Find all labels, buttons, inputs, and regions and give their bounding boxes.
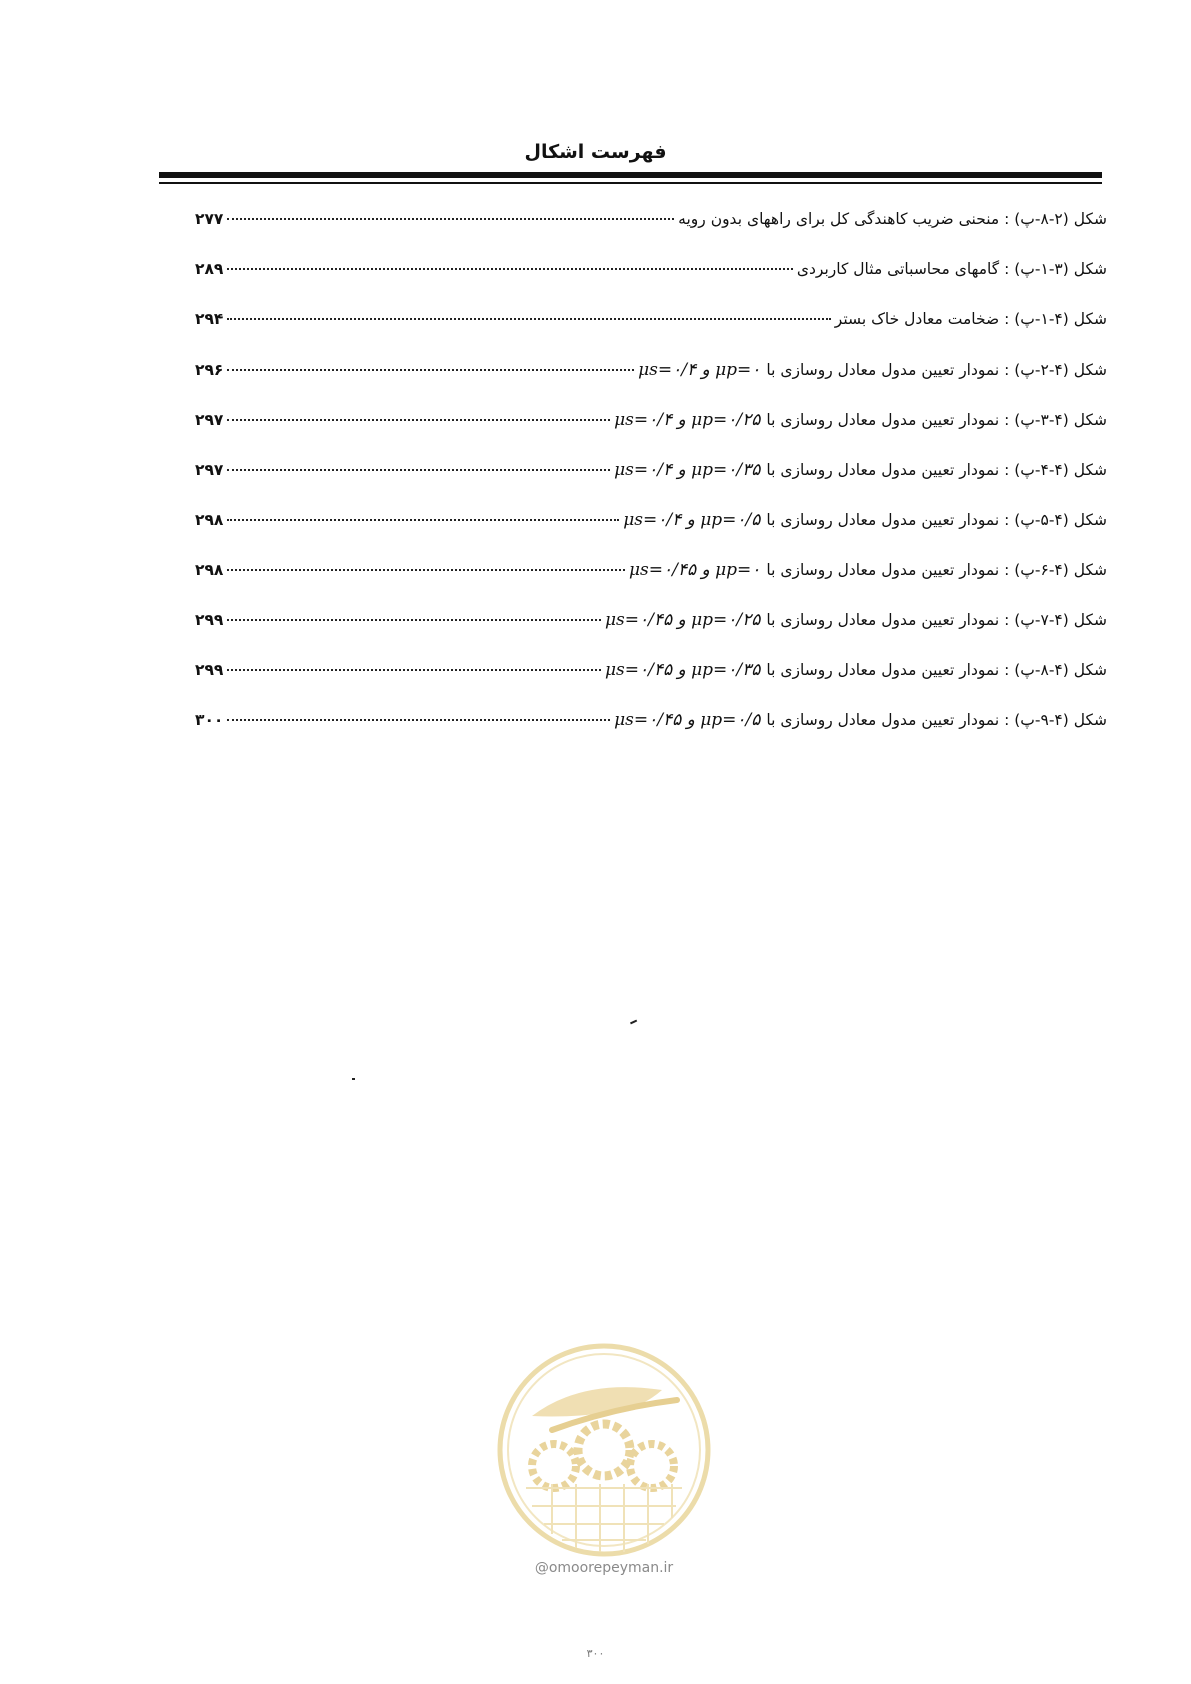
dot-leader: [227, 268, 792, 270]
toc-entry: [195, 310, 1107, 360]
figure-list: [195, 210, 1107, 760]
dot-leader: [227, 369, 634, 371]
entry-symbols: μs=۰/۴ و μp=۰/۵: [623, 510, 761, 530]
entry-title: شکل (۴-۳-پ) : نمودار تعیین مدول معادل روسازی با: [766, 411, 1107, 429]
entry-title: شکل (۴-۶-پ) : نمودار تعیین مدول معادل روسازی با: [766, 561, 1107, 579]
page-title: فهرست اشکال: [524, 141, 667, 163]
entry-symbols: μs=۰/۴۵ و μp=۰/۳۵: [604, 660, 761, 680]
entry-symbols: μs=۰/۴۵ و μp=۰/۲۵: [604, 610, 761, 630]
page-number: ۲۹۹: [195, 611, 224, 629]
scan-speck: [630, 1020, 637, 1024]
dot-leader: [227, 669, 601, 671]
toc-entry: [195, 510, 1107, 560]
toc-entry: [195, 410, 1107, 460]
page-number: ۲۷۷: [195, 210, 224, 228]
entry-title: شکل (۴-۹-پ) : نمودار تعیین مدول معادل روسازی با: [766, 711, 1107, 729]
toc-entry: [195, 610, 1107, 660]
header-rule-thick: [159, 172, 1102, 178]
watermark-url: @omoorepeyman.ir: [534, 1560, 674, 1576]
toc-entry: [195, 460, 1107, 510]
entry-title: شکل (۴-۵-پ) : نمودار تعیین مدول معادل روسازی با: [766, 511, 1107, 529]
entry-title: شکل (۴-۲-پ) : نمودار تعیین مدول معادل روسازی با: [766, 361, 1107, 379]
entry-title: شکل (۲-۸-پ) : منحنی ضریب کاهندگی کل برای راههای بدون رویه: [678, 210, 1107, 228]
toc-entry: [195, 210, 1107, 260]
entry-title: شکل (۴-۷-پ) : نمودار تعیین مدول معادل روسازی با: [766, 611, 1107, 629]
toc-entry: [195, 560, 1107, 610]
page-number: ۲۹۶: [195, 361, 224, 379]
dot-leader: [227, 469, 610, 471]
dot-leader: [227, 318, 830, 320]
entry-symbols: μs=۰/۴۵ و μp=۰: [628, 560, 761, 580]
scan-speck: [352, 1078, 355, 1080]
dot-leader: [227, 719, 610, 721]
dot-leader: [227, 619, 601, 621]
footer-mark: ۳۰۰: [586, 1647, 605, 1660]
page-number: ۳۰۰: [195, 711, 224, 729]
dot-leader: [227, 569, 625, 571]
entry-symbols: μs=۰/۴ و μp=۰/۳۵: [614, 460, 761, 480]
watermark-stamp-icon: [492, 1338, 716, 1562]
entry-title: شکل (۳-۱-پ) : گامهای محاسباتی مثال کاربردی: [796, 260, 1107, 278]
entry-title: شکل (۴-۸-پ) : نمودار تعیین مدول معادل روسازی با: [766, 661, 1107, 679]
dot-leader: [227, 419, 610, 421]
page-number: ۲۹۷: [195, 461, 224, 479]
entry-symbols: μs=۰/۴۵ و μp=۰/۵: [614, 710, 761, 730]
dot-leader: [227, 218, 674, 220]
header-rule-thin: [159, 182, 1102, 184]
page-number: ۲۸۹: [195, 260, 224, 278]
toc-entry: [195, 260, 1107, 310]
page-number: ۲۹۴: [195, 310, 224, 328]
page-number: ۲۹۸: [195, 561, 224, 579]
page-number: ۲۹۷: [195, 411, 224, 429]
toc-entry: [195, 660, 1107, 710]
entry-symbols: μs=۰/۴ و μp=۰/۲۵: [614, 410, 761, 430]
dot-leader: [227, 519, 619, 521]
entry-symbols: μs=۰/۴ و μp=۰: [638, 360, 761, 380]
page-number: ۲۹۸: [195, 511, 224, 529]
entry-title: شکل (۴-۱-پ) : ضخامت معادل خاک بستر: [834, 310, 1107, 328]
toc-entry: [195, 710, 1107, 760]
page-number: ۲۹۹: [195, 661, 224, 679]
toc-entry: [195, 360, 1107, 410]
entry-title: شکل (۴-۴-پ) : نمودار تعیین مدول معادل روسازی با: [766, 461, 1107, 479]
